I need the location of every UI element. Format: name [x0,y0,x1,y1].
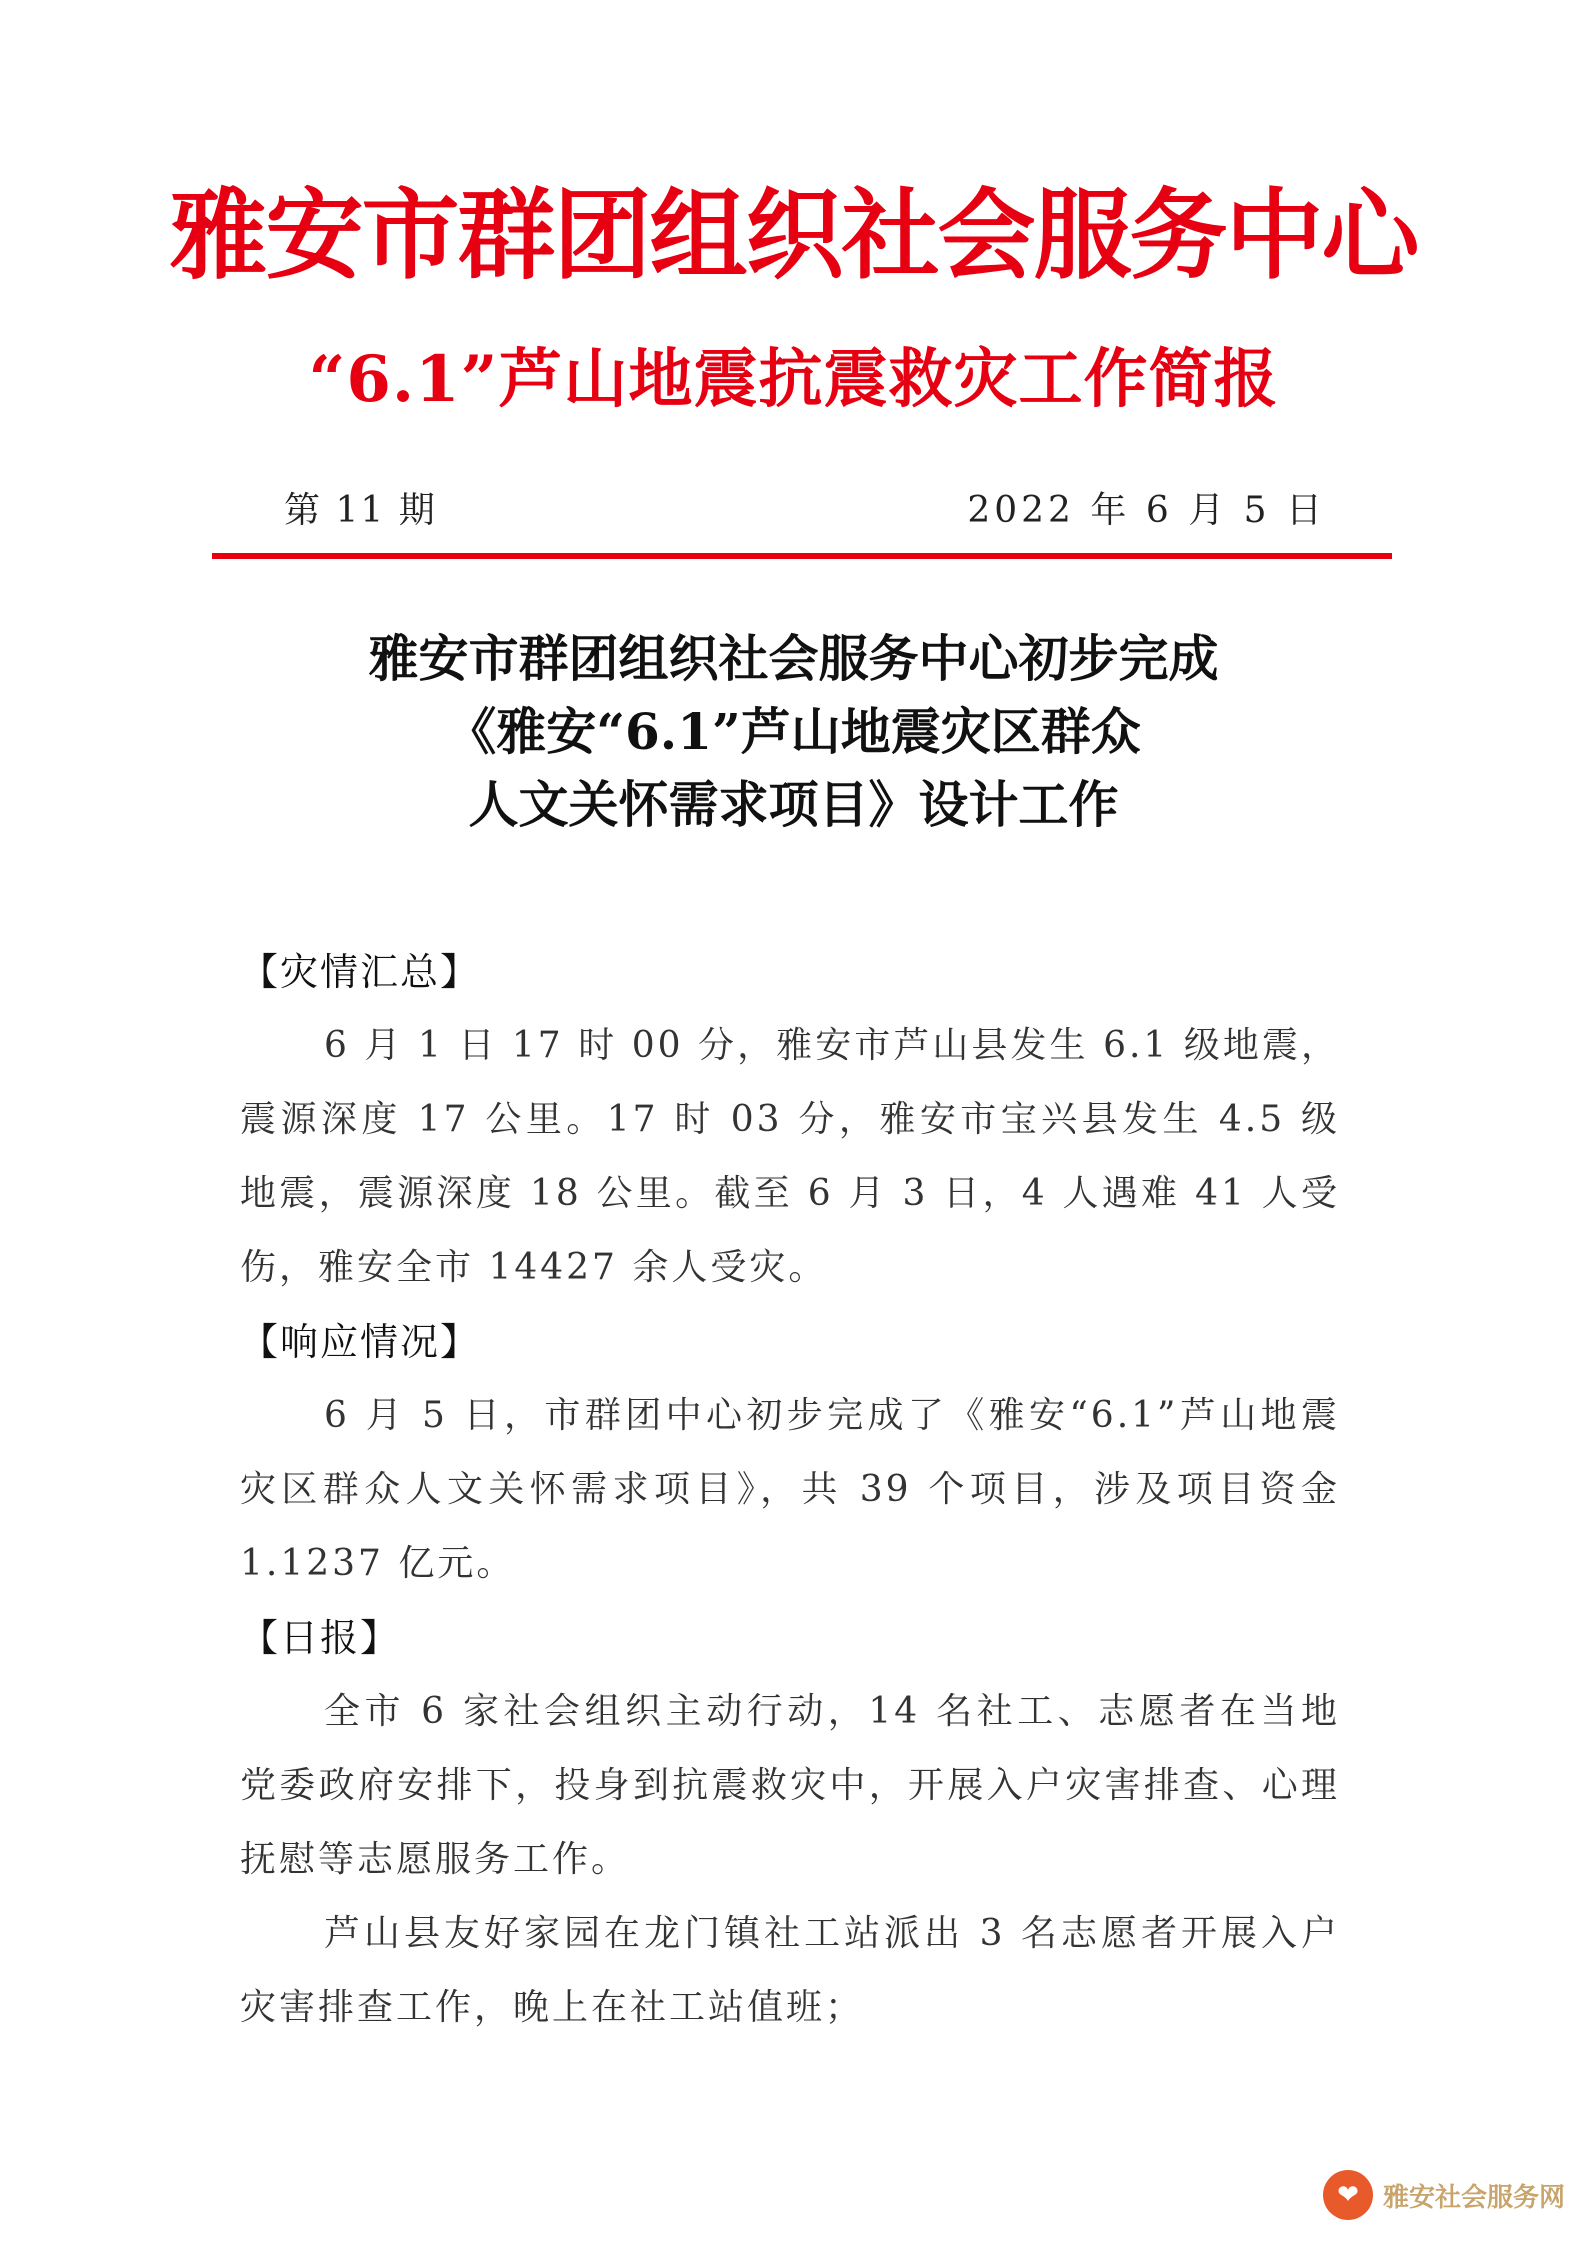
issue-info-row [284,486,1326,536]
paragraph: 6 月 5 日，市群团中心初步完成了《雅安“6.1”芦山地震灾区群众人文关怀需求项目》，共 39 个项目，涉及项目资金 1.1237 亿元。 [240,1395,1340,1584]
watermark-text: 雅安社会服务网 [1382,2182,1565,2213]
org-title: 雅安市群团组织社会服务中心 [169,178,1418,293]
heart-logo-icon: ❤ [1323,2170,1373,2220]
issue-date: 2022 年 6 月 5 日 [967,490,1326,531]
article-title [200,622,1387,841]
paragraph: 芦山县友好家园在龙门镇社工站派出 3 名志愿者开展入户灾害排查工作，晚上在社工站值班； [240,1913,1340,2028]
bulletin-subtitle: “6.1”芦山地震抗震救灾工作简报 [308,342,1279,417]
section-heading-response: 【响应情况】 [240,1320,481,1364]
paragraph: 6 月 1 日 17 时 00 分，雅安市芦山县发生 6.1 级地震，震源深度 17 公里。17 时 03 分，雅安市宝兴县发生 4.5 级地震，震源深度 18 公里。截至 6 月 3 日，4 人遇难 41 人受伤，雅安全市 14427 余人受灾。 [240,1025,1340,1288]
article-body [240,935,1340,2045]
article-title-line: 《雅安“6.1”芦山地震灾区群众 [446,702,1141,761]
site-watermark [1323,2167,1565,2223]
article-title-line: 雅安市群团组织社会服务中心初步完成 [368,629,1219,688]
section-heading-disaster-summary: 【灾情汇总】 [240,950,481,994]
issue-number: 第 11 期 [284,490,437,531]
red-divider-rule [212,553,1392,559]
section-heading-daily-report: 【日报】 [240,1616,401,1660]
paragraph: 全市 6 家社会组织主动行动，14 名社工、志愿者在当地党委政府安排下，投身到抗震救灾中，开展入户灾害排查、心理抚慰等志愿服务工作。 [240,1691,1340,1880]
article-title-line: 人文关怀需求项目》设计工作 [468,775,1119,834]
